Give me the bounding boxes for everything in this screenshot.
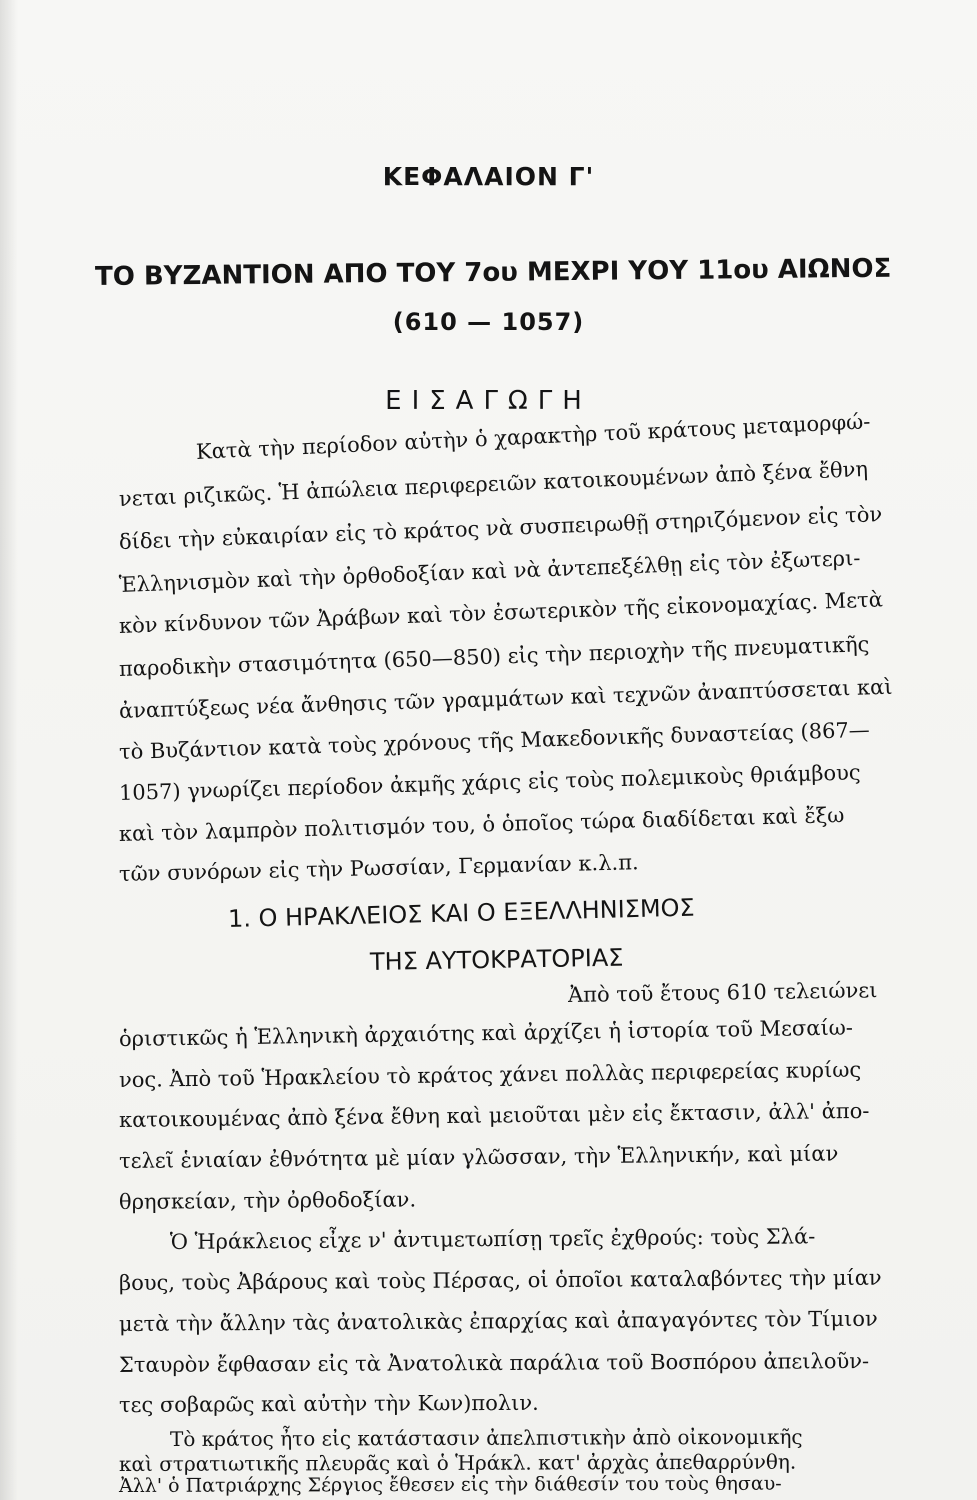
body-line: θρησκείαν, τὴν ὀρθοδοξίαν. — [118, 1187, 417, 1214]
intro-line: 1057) γνωρίζει περίοδον ἀκμῆς χάρις εἰς τοὺς πολεμικοὺς θριάμβους — [118, 760, 861, 805]
body-line: κατοικουμένας ἀπὸ ξένα ἔθνη καὶ μειοῦται μὲν εἰς ἔκτασιν, ἀλλ' ἀπο- — [118, 1098, 870, 1132]
intro-line: κὸν κίνδυνον τῶν Ἀράβων καὶ τὸν ἐσωτερικὸν τῆς εἰκονομαχίας. Μετὰ — [118, 587, 884, 638]
body-line: ὁριστικῶς ἡ Ἑλληνικὴ ἀρχαιότης καὶ ἀρχίζει ἡ ἱστορία τοῦ Μεσαίω- — [118, 1015, 854, 1051]
intro-line: δίδει τὴν εὐκαιρίαν εἰς τὸ κράτος νὰ συσπειρωθῇ στηριζόμενον εἰς τὸν — [118, 502, 883, 554]
body-line: νος. Ἀπὸ τοῦ Ἡρακλείου τὸ κράτος χάνει πολλὰς περιφερείας κυρίως — [118, 1057, 862, 1092]
intro-line: τῶν συνόρων εἰς τὴν Ρωσσίαν, Γερμανίαν κ.λ.π. — [118, 850, 639, 886]
section-heading-line-2: ΤΗΣ ΑΥΤΟΚΡΑΤΟΡΙΑΣ — [369, 943, 624, 976]
body-line: Τὸ κράτος ἦτο εἰς κατάστασιν ἀπελπιστικὴν ἀπὸ οἰκονομικῆς — [169, 1424, 803, 1451]
intro-line: ἀναπτύξεως νέα ἄνθησις τῶν γραμμάτων καὶ τεχνῶν ἀναπτύσσεται καὶ — [118, 674, 893, 723]
intro-line: νεται ριζικῶς. Ἡ ἀπώλεια περιφερειῶν κατοικουμένων ἀπὸ ξένα ἔθνη — [118, 456, 869, 511]
intro-heading: ΕΙΣΑΓΩΓΗ — [385, 386, 592, 416]
chapter-title: ΤΟ ΒΥΖΑΝΤΙΟΝ ΑΠΟ ΤΟΥ 7ου ΜΕΧΡΙ ΥΟΥ 11ου ΑΙΩΝΟΣ — [94, 253, 892, 292]
body-line: μετὰ τὴν ἄλλην τὰς ἀνατολικὰς ἐπαρχίας καὶ ἀπαγαγόντες τὸν Τίμιον — [118, 1306, 878, 1336]
intro-line: τὸ Βυζάντιον κατὰ τοὺς χρόνους τῆς Μακεδονικῆς δυναστείας (867— — [118, 717, 871, 764]
chapter-dates: (610 — 1057) — [392, 308, 585, 336]
intro-line: Κατὰ τὴν περίοδον αὐτὴν ὁ χαρακτὴρ τοῦ κράτους μεταμορφώ- — [195, 409, 871, 464]
intro-line: παροδικὴν στασιμότητα (650—850) εἰς τὴν περιοχὴν τῆς πνευματικῆς — [118, 632, 870, 681]
chapter-label: ΚΕΦΑΛΑΙΟΝ Γ' — [382, 162, 595, 191]
body-line: Ἀπὸ τοῦ ἔτους 610 τελειώνει — [567, 978, 878, 1007]
page-edge-shadow — [0, 0, 18, 1500]
body-line: τες σοβαρῶς καὶ αὐτὴν τὴν Κων)πολιν. — [118, 1390, 539, 1417]
intro-line: καὶ τὸν λαμπρὸν πολιτισμόν του, ὁ ὁποῖος τώρα διαδίδεται καὶ ἔξω — [118, 803, 845, 846]
body-line: καὶ στρατιωτικῆς πλευρᾶς καὶ ὁ Ἡράκλ. κατ' ἀρχὰς ἀπεθαρρύνθη. — [118, 1449, 797, 1476]
body-line: Σταυρὸν ἔφθασαν εἰς τὰ Ἀνατολικὰ παράλια τοῦ Βοσπόρου ἀπειλοῦν- — [118, 1349, 870, 1377]
intro-line: Ἑλληνισμὸν καὶ τὴν ὀρθοδοξίαν καὶ νὰ ἀντεπεξέλθῃ εἰς τὸν ἐξωτερι- — [118, 545, 861, 597]
section-heading-line-1: 1. Ο ΗΡΑΚΛΕΙΟΣ ΚΑΙ Ο ΕΞΕΛΛΗΝΙΣΜΟΣ — [227, 893, 695, 933]
body-line: Ὁ Ἡράκλειος εἶχε ν' ἀντιμετωπίσῃ τρεῖς ἐχθρούς: τοὺς Σλά- — [169, 1224, 816, 1254]
body-line: Ἀλλ' ὁ Πατριάρχης Σέργιος ἔθεσεν εἰς τὴν διάθεσίν του τοὺς θησαυ- — [118, 1472, 782, 1497]
body-line: τελεῖ ἑνιαίαν ἐθνότητα μὲ μίαν γλῶσσαν, τὴν Ἑλληνικήν, καὶ μίαν — [118, 1141, 839, 1173]
body-line: βους, τοὺς Ἀβάρους καὶ τοὺς Πέρσας, οἱ ὁποῖοι καταλαβόντες τὴν μίαν — [118, 1265, 882, 1295]
